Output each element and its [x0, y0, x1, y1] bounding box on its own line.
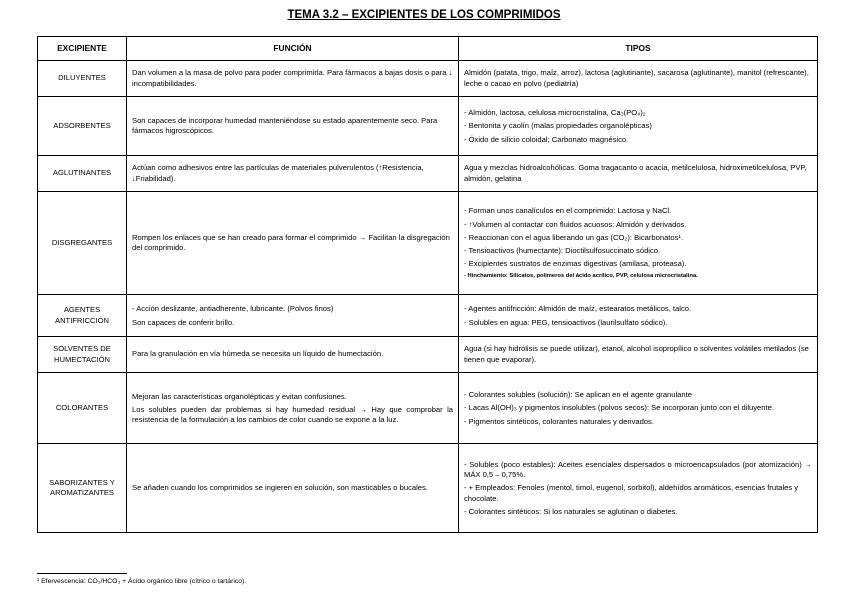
- type-item: - Forman unos canalículos en el comprimido: Lactosa y NaCl.: [464, 206, 672, 216]
- table-row: [38, 97, 818, 156]
- table-row: [38, 444, 818, 533]
- excipient-name: DISGREGANTES: [38, 192, 127, 295]
- excipient-name: SABORIZANTES Y AROMATIZANTES: [38, 444, 127, 533]
- excipient-name: AGENTES ANTIFRICCIÓN: [38, 295, 127, 337]
- function-text: Actúan como adhesivos entre las partículas de materiales pulverulentos (↑Resistencia, ↓Friabilidad).: [127, 156, 459, 192]
- types-cell: [459, 373, 818, 444]
- table-row: [38, 192, 818, 295]
- function-text: Para la granulación en vía húmeda se necesita un líquido de humectación.: [127, 337, 459, 373]
- table-row: [38, 373, 818, 444]
- page-title: TEMA 3.2 – EXCIPIENTES DE LOS COMPRIMIDOS: [287, 9, 561, 21]
- header-excipiente: EXCIPIENTE: [38, 37, 127, 61]
- table-header-row: [38, 37, 818, 61]
- type-item: - Almidón, lactosa, celulosa microcristalina, Ca₃(PO₄)₂: [464, 108, 646, 118]
- function-line: - Acción deslizante, antiadherente, lubricante. (Polvos finos): [132, 304, 334, 314]
- footnote: ¹ Efervescencia: CO₂/HCO₃ + Ácido orgánico libre (cítrico o tartárico).: [37, 578, 247, 585]
- type-item: - + Empleados: Fenoles (mentol, timol, eugenol, sorbitol), aldehídos aromáticos, esencias frutales y chocolate.: [464, 483, 799, 503]
- table-row: [38, 337, 818, 373]
- type-item: - Colorantes solubles (solución): Se aplican en el agente granulante: [464, 390, 692, 400]
- type-item: - Pigmentos sintéticos, colorantes naturales y derivados.: [464, 416, 654, 426]
- type-item: - Bentonita y caolín (malas propiedades organolépticas): [464, 121, 652, 131]
- types-cell: [459, 192, 818, 295]
- function-text: Rompen los enlaces que se han creado para formar el comprimido → Facilitan la disgregación del comprimido.: [127, 192, 459, 295]
- type-item: - Tensioactivos (humectante): Dioctilsulfosuccinato sódico.: [464, 246, 661, 256]
- type-item: - Solubles (poco estables): Aceites esenciales dispersados o microencapsulados (por atomización) → MÁX 0,5 – 0,75%.: [464, 459, 812, 480]
- type-item: - ↑Volumen al contactar con fluidos acuosos: Almidón y derivados.: [464, 219, 687, 229]
- header-tipos: TIPOS: [459, 37, 818, 61]
- function-line: Los solubles pueden dar problemas si hay humedad residual → Hay que comprobar la resistencia de la formulación a los cambios de color cuando se expone a la luz.: [132, 404, 453, 425]
- excipient-name: COLORANTES: [38, 373, 127, 444]
- excipient-name: ADSORBENTES: [38, 97, 127, 156]
- types-text: Almidón (patata, trigo, maíz, arroz), lactosa (aglutinante), sacarosa (aglutinante), manitol (refrescante), leche o cacao en polvo (pediatría): [459, 61, 818, 97]
- types-text: Agua (si hay hidrólisis se puede utilizar), etanol, alcohol isopropílico o solventes volátiles metilados (se tienen que evaporar).: [459, 337, 818, 373]
- function-line: Mejoran las características organolépticas y evitan confusiones.: [132, 391, 347, 401]
- excipient-name: SOLVENTES DE HUMECTACIÓN: [38, 337, 127, 373]
- function-text: Se añaden cuando los comprimidos se ingieren en solución, son masticables o bucales.: [127, 444, 459, 533]
- type-item: - Reaccionan con el agua liberando un gas (CO₂): Bicarbonatos¹.: [464, 232, 684, 242]
- footnote-divider: [37, 573, 127, 574]
- table-row: [38, 156, 818, 192]
- type-item: - Hinchamiento: Silicatos, polímeros del ácido acrílico, PVP, celulosa microcristalina.: [464, 272, 698, 279]
- type-item: - Lacas Al(OH)₃ y pigmentos insolubles (polvos secos): Se incorporan junto con el diluyente.: [464, 403, 774, 413]
- types-cell: [459, 97, 818, 156]
- types-text: Agua y mezclas hidroalcohólicas. Goma tragacanto o acacia, metilcelulosa, hidroximetilcelulosa, PVP, almidón, gelatina: [459, 156, 818, 192]
- header-funcion: FUNCIÓN: [127, 37, 459, 61]
- types-cell: [459, 444, 818, 533]
- type-item: - Colorantes sintéticos: Si los naturales se aglutinan o diabetes.: [464, 506, 678, 516]
- function-text: Dan volumen a la masa de polvo para poder comprimirla. Para fármacos a bajas dosis o para ↓ incompatibilidades.: [127, 61, 459, 97]
- type-item: - Óxido de silicio coloidal; Carbonato magnésico.: [464, 134, 629, 144]
- table-row: [38, 295, 818, 337]
- type-item: - Solubles en agua: PEG, tensioactivos (laurilsulfato sódico).: [464, 317, 668, 327]
- function-text: Son capaces de incorporar humedad manteniéndose su estado aparentemente seco. Para fármacos higroscópicos.: [127, 97, 459, 156]
- function-line: Son capaces de conferir brillo.: [132, 317, 235, 327]
- excipients-table: [37, 36, 818, 533]
- excipient-name: DILUYENTES: [38, 61, 127, 97]
- type-item: - Agentes antifricción: Almidón de maíz, estearatos metálicos, talco.: [464, 304, 692, 314]
- types-cell: [459, 295, 818, 337]
- excipient-name: AGLUTINANTES: [38, 156, 127, 192]
- type-item: - Excipientes sustratos de enzimas digestivas (amilasa, proteasa).: [464, 259, 687, 269]
- table-row: [38, 61, 818, 97]
- function-cell: [127, 373, 459, 444]
- function-cell: [127, 295, 459, 337]
